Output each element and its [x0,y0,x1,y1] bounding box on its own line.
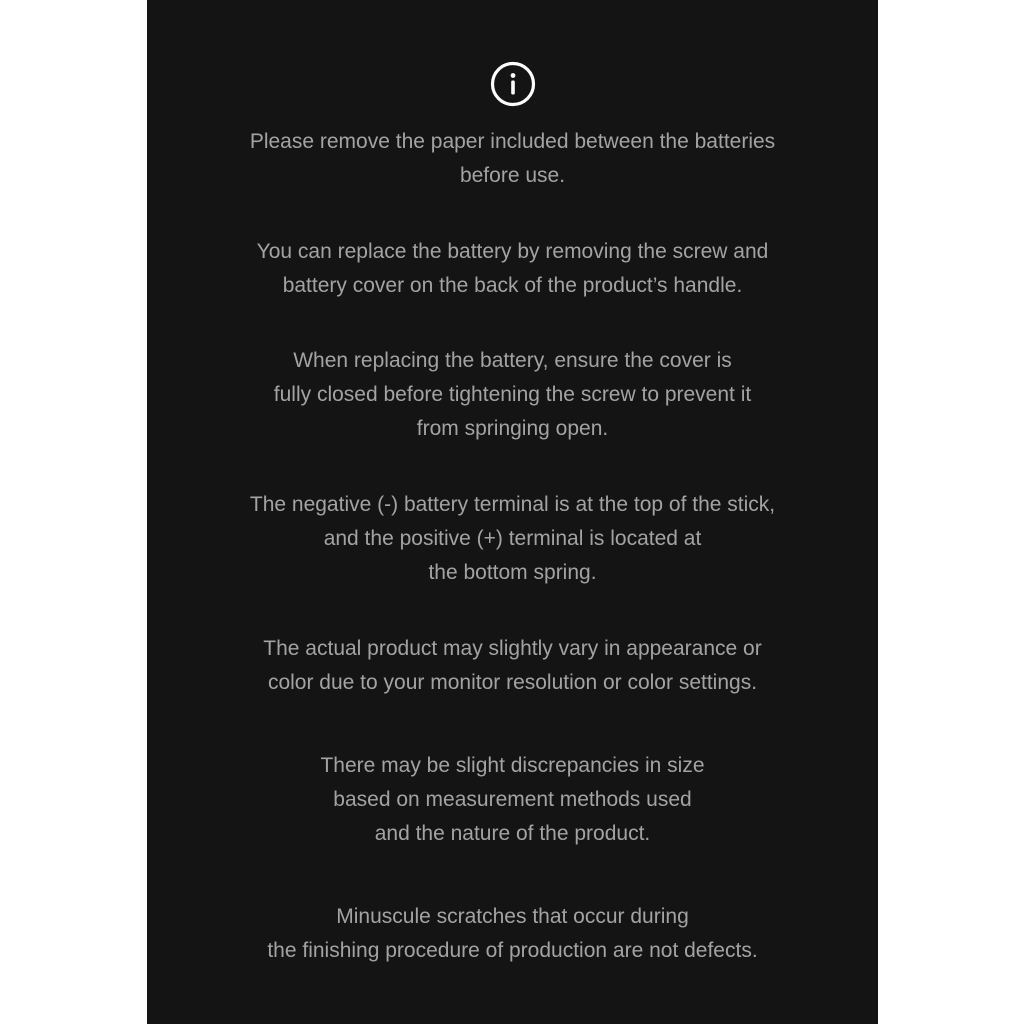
notice-line: fully closed before tightening the screw to prevent it [273,383,752,406]
notice-line: There may be slight discrepancies in size [320,754,705,777]
notice-line: The negative (-) battery terminal is at the top of the stick, [249,493,776,516]
notice-line: Minuscule scratches that occur during [336,905,689,928]
notice-line: When replacing the battery, ensure the cover is [293,349,732,372]
notice-line: and the positive (+) terminal is located at [323,527,702,550]
notice-paragraph-7 [147,900,878,968]
notice-paragraph-2 [147,235,878,303]
notice-panel [147,0,878,1024]
notice-paragraph-6 [147,749,878,851]
notice-line: battery cover on the back of the product’s handle. [282,274,743,297]
notice-line: before use. [459,164,566,187]
notice-line: Please remove the paper included between the batteries [249,130,776,153]
notice-line: from springing open. [416,417,609,440]
notice-paragraph-1 [147,125,878,193]
notice-line: The actual product may slightly vary in appearance or [263,637,762,660]
notice-paragraph-3 [147,344,878,446]
notice-paragraph-5 [147,632,878,700]
notice-line: and the nature of the product. [374,822,651,845]
notice-paragraph-4 [147,488,878,590]
notice-line: You can replace the battery by removing the screw and [256,240,769,263]
notice-line: based on measurement methods used [333,788,692,811]
info-icon [490,61,536,107]
notice-line: color due to your monitor resolution or color settings. [267,671,758,694]
notice-line: the finishing procedure of production are not defects. [267,939,758,962]
notice-line: the bottom spring. [428,561,597,584]
